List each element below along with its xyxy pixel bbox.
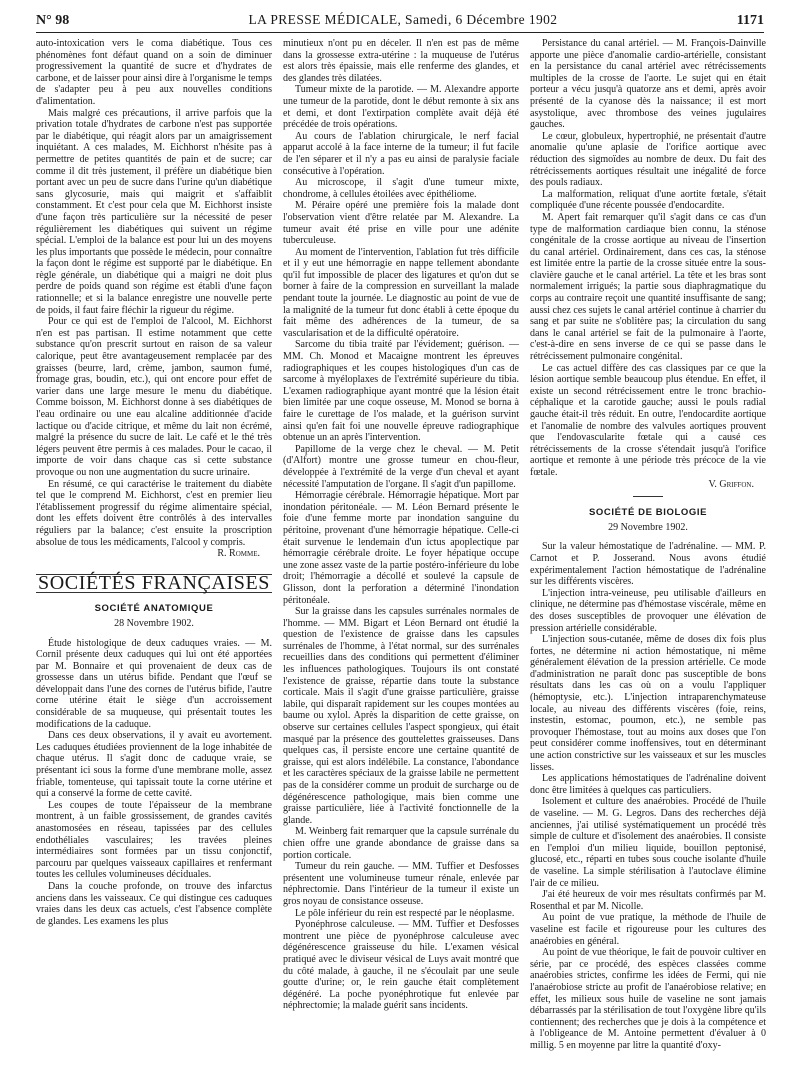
paragraph: Hémorragie cérébrale. Hémorragie hépatique. Mort par inondation péritonéale. — M. Léon Bernard présente le foie d'une femme morte par inondation sanguine du péritoine, provenant d'une hémorragie hépatique. Celle-ci était survenue le lendemain d'un ictus apoplectique par hémorragie cérébrale droite. Le foyer hépatique occupe une zone assez vaste de la partie postéro-inférieure du lobe droit; l'hémorragie a décollé et soulevé la capsule de Glisson, dont la perforation a déterminé l'inondation péritonéale. [283,490,519,606]
issue-number: N° 98 [36,13,70,28]
paragraph: Sur la graisse dans les capsules surrénales normales de l'homme. — MM. Bigart et Léon Bernard ont étudié la question de l'existence de graisse dans les capsules surrénales de l'homme, à l'état normal, sur des surrénales recueillies dans des conditions qui permettent d'éliminer les influences pathologiques. Toujours ils ont constaté l'existence de graisse, répartie dans toute la substance corticale. Mais il s'agit d'une graisse particulière, graisse labile, qui disparaît rapidement sur les coupes montées au baume ou xylol. Après la disparition de cette graisse, on observe sur certaines cellules l'aspect spongieux, qui était masqué par la présence des gouttelettes graisseuses. Dans quelques cas, il persiste encore une certaine quantité de graisse, qui est alors indélébile. La constance, l'abondance et les caractères spéciaux de la graisse labile ne permettent pas de la considérer comme un produit de surcharge ou de dégénérescence pathologique, mais bien comme une graisse particulière, liée à l'activité fonctionnelle de la glande. [283,606,519,826]
paragraph: Le cœur, globuleux, hypertrophié, ne présentait d'autre anomalie qu'une aplasie de l'orifice aortique avec réduction des sigmoïdes au nombre de deux. Du fait des rétrécissements aortiques résultait une inégalité de force des pouls radiaux. [530,130,766,189]
signature: V. Griffon. [708,478,754,490]
section-heading: SOCIÉTÉS FRANÇAISES [38,571,270,594]
paragraph: L'injection intra-veineuse, peu utilisable d'ailleurs en clinique, ne détermine pas d'hémostase viscérale, même en des doses susceptibles de provoquer une élévation de pression artérielle considérable. [530,587,766,634]
paragraph: J'ai été heureux de voir mes résultats confirmés par M. Rosenthal et par M. Nicolle. [530,889,766,912]
paragraph: Au microscope, il s'agit d'une tumeur mixte, chondrome, à cellules étoilées avec épithéliome. [283,177,519,200]
paragraph: M. Péraire opéré une première fois la malade dont l'observation vient d'être relatée par M. Alexandre. La tumeur avait été prise en ville pour une adénite tuberculeuse. [283,200,519,247]
paragraph: Dans la couche profonde, on trouve des infarctus anciens dans les vaisseaux. Ce qui distingue ces caduques vraies dans les deux cas actuels, c'est l'absence complète de glandes. Les examens les plus [36,880,272,927]
paragraph: Le pôle inférieur du rein est respecté par le néoplasme. [295,907,515,919]
paragraph: La malformation, reliquat d'une aortite fœtale, s'était compliquée d'une récente poussée d'endocardite. [530,188,766,212]
paragraph: Au moment de l'intervention, l'ablation fut très difficile et il y eut une hémorragie en nappe tellement abondante qu'il fut impossible de placer des ligatures et qu'on dut se borner à faire de la compression en surveillant la malade pendant toute la journée. Le diagnostic au point de vue de la malignité de la tumeur fut donc établi à cette époque du fait même des adhérences de la tumeur, de sa vascularisation et de la difficulté opératoire. [283,246,519,339]
divider [633,496,663,497]
running-header [36,12,764,30]
paragraph: Papillome de la verge chez le cheval. — M. Petit (d'Alfort) montre une grosse tumeur en chou-fleur, développée à l'extrémité de la verge d'un cheval et ayant nécessité l'amputation de l'organe. Il s'agit d'un papillome. [283,443,519,490]
paragraph: Étude histologique de deux caduques vraies. — M. Cornil présente deux caduques qui lui ont été apportées par M. Bonnaire et qui provenaient de deux cas de grossesse dans un utérus bifide. Pendant que l'œuf se développait dans l'une des cornes de l'utérus bifide, l'autre corne utérine était le siège d'un accroissement considérable de sa muqueuse, qui présentait toutes les modifications de la caduque. [36,637,272,730]
paragraph: Tumeur mixte de la parotide. — M. Alexandre apporte une tumeur de la parotide, dont le début remonte à six ans et demi, et dont l'extirpation complète avait déjà été précédée de trois opérations. [283,84,519,131]
running-title: LA PRESSE MÉDICALE, Samedi, 6 Décembre 1902 [248,12,558,27]
session-date: 28 Novembre 1902. [114,617,194,629]
paragraph: Sur la valeur hémostatique de l'adrénaline. — MM. P. Carnot et P. Josserand. Nous avons étudié expérimentalement l'action hémostatique de l'adrénaline sur les différents viscères. [530,541,766,588]
paragraph: Les coupes de toute l'épaisseur de la membrane montrent, à un faible grossissement, de grandes cavités anastomosées en réseau, tapissées par des cellules endothéliales vasculaires; les travées pleines intermédiaires sont formées par un tissu conjonctif, parcouru par quelques vaisseaux capillaires et renfermant toutes les cellules volumineuses déciduales. [36,799,272,881]
paragraph: Au point de vue théorique, le fait de pouvoir cultiver en série, par ce procédé, des espèces classées comme anaérobies strictes, confirme les idées de Fermi, qui nie l'anaérobiose stricte au profit de l'anaérobiose relative; en effet, les milieux sous huile de vaseline ne sont jamais débarrassés par la stérilisation de tout l'oxygène libre qu'ils contiennent; des recherches que je dois à la compétence et à l'obligeance de M. Antoine permettent d'évaluer à 0 millig. 5 en moyenne par litre la quantité d'oxy- [530,947,766,1051]
column-left [36,38,272,927]
paragraph: Tumeur du rein gauche. — MM. Tuffier et Desfosses présentent une volumineuse tumeur rénale, enlevée par néphrectomie. Dans l'intérieur de la tumeur il existe un gros noyau de consistance osseuse. [283,861,519,907]
society-heading: SOCIÉTÉ DE BIOLOGIE [588,507,708,519]
paragraph: auto-intoxication vers le coma diabétique. Tous ces phénomènes font défaut quand on a soin de diminuer progressivement la quantité de sucre et d'hydrates de carbone, et de laisser pour ainsi dire à l'organisme le temps de s'adapter peu à peu aux nouvelles conditions d'alimentation. [36,38,272,107]
paragraph: Sarcome du tibia traité par l'évidement; guérison. — MM. Ch. Monod et Macaigne montrent les épreuves radiographiques et les coupes histologiques d'un cas de sarcome à myéloplaxes de l'extrémité supérieure du tibia. L'examen radiographique ayant montré que la lésion était bien limitée par une coque osseuse, M. Monod se borna à faire le curettage de l'os malade, et la guérison survint ainsi qu'en fait foi une nouvelle épreuve radiographique obtenue un an après l'intervention. [283,339,519,444]
session-date: 29 Novembre 1902. [608,521,688,533]
paragraph: Isolement et culture des anaérobies. Procédé de l'huile de vaseline. — M. G. Legros. Dans des recherches déjà anciennes, j'ai utilisé systématiquement un procédé très simple de culture et d'isolement des anaérobies. Il consiste en l'emploi d'un milieu liquide, bouillon peptonisé, glucosé, etc., réparti en tubes sous couche isolante d'huile de vaseline. La simple stérilisation à l'autoclave élimine l'air de ce milieu. [530,796,766,889]
paragraph: minutieux n'ont pu en déceler. Il n'en est pas de même dans la grossesse extra-utérine : la muqueuse de l'utérus est alors très épaissie, mais elle renferme des glandes, et des glandes très dilatées. [283,38,519,84]
paragraph: L'injection sous-cutanée, même de doses dix fois plus fortes, ne détermine ni action hémostatique, ni même généralement élévation de la pression artérielle. Ce mode d'administration ne paraît donc pas susceptible de bons résultats dans les cas où on a voulu l'appliquer (hémoptysie, etc.). L'injection intraparenchymateuse locale, au niveau des différents viscères (foie, reins, instestin, estomac, poumon, etc.), ne semble pas provoquer l'hémostase, tout au moins aux doses que l'on peut considérer comme inoffensives, tout en déterminant une action constrictive sur les vaisseaux et sur les muscles lisses. [530,634,766,773]
paragraph: Au cours de l'ablation chirurgicale, le nerf facial apparut accolé à la face interne de la tumeur; il fut facile de l'en séparer et il n'y a pas eu ainsi de paralysie faciale consécutive à l'opération. [283,130,519,177]
paragraph: Dans ces deux observations, il y avait eu avortement. Les caduques étudiées proviennent de la loge inhabitée de chaque utérus. Il s'agit donc de caduque vraie, se présentant ici sous la forme d'une membrane molle, assez friable, tomenteuse, qui tapissait toute la corne utérine et qui a conservé la forme de cette cavité. [36,730,272,800]
paragraph: Mais malgré ces précautions, il arrive parfois que la privation totale d'hydrates de carbone n'est pas supportée par le diabétique, qui réagit alors par un amaigrissement inquiétant. A ces malades, M. Eichhorst n'hésite pas à permettre de petites quantités de pain et de sucre; car comme il dit très justement, il préfère un diabétique bien portant avec un peu de sucre dans l'urine qu'un diabétique sans glycosurie, mais qui maigrit et s'affaiblit constamment. Et c'est pour cela que M. Eichhorst insiste d'une façon très particulière sur la nécessité de peser régulièrement les diabétiques qui suivent un régime spécial. L'emploi de la balance est pour lui un des moyens les plus importants que possède le médecin, pour connaître la façon dont le régime est supporté par le diabétique. En règle générale, un diabétique qui a maigri ne doit plus perdre de poids quand son régime est établi d'une façon rationnelle; et si la balance enregistre une nouvelle perte de poids, il faut faire fléchir la rigueur du régime. [36,107,272,316]
page-number: 1171 [736,13,764,28]
paragraph: M. Weinberg fait remarquer que la capsule surrénale du chien offre une grande abondance de graisse dans sa portion corticale. [283,826,519,861]
paragraph: Le cas actuel diffère des cas classiques par ce que la lésion aortique semble beaucoup plus étendue. En effet, il existe un second rétrécissement entre le tronc brachio-céphalique et la carotide gauche; aussi le pouls radial gauche était-il très réduit. En outre, l'endocardite aortique et l'anomalie de nombre des valvules aortiques prouvent que l'endovascularite fœtale qui a causé ces rétrécissements de la crosse s'étendait jusqu'à l'orifice aortique et remonte à une période très précoce de la vie fœtale. [530,362,766,478]
paragraph: En résumé, ce qui caractérise le traitement du diabète tel que le comprend M. Eichhorst, c'est en premier lieu l'établissement progressif du régime alimentaire spécial, dont les effets doivent être contrôlés à des intervalles réguliers par la balance; c'est ensuite la proscription absolue de tous les médicaments, l'alcool y compris. [36,478,272,548]
paragraph: M. Apert fait remarquer qu'il s'agit dans ce cas d'un type de malformation cardiaque bien connu, la sténose congénitale de la crosse aortique au niveau de l'insertion du canal artériel. Ordinairement, dans ces cas, la sténose est limitée entre la partie de la crosse située entre la sous-clavière gauche et le canal artériel. La tête et les bras sont normalement irrigués; la partie sous diaphragmatique du corps au contraire reçoit une quantité insuffisante de sang; aussi chez ces sujets le canal artériel continue à charrier du sang et par suite ne s'oblitère pas; la circulation du sang dans le canal artériel se fait de la pulmonaire à l'aorte, c'est-à-dire en sens inverse de ce qui se passe dans le rétrécissement pulmonaire congénital. [530,211,766,363]
paragraph: Pour ce qui est de l'emploi de l'alcool, M. Eichhorst n'en est pas partisan. Il estime notamment que cette substance qu'on prescrit surtout en raison de sa valeur calorique, peut être avantageusement remplacée par des graisses (beurre, lard, crème, jambon, saumon fumé, fromage gras, boudin, etc.), qui ont encore pour effet de varier dans une large mesure le menu du diabétique. Comme boisson, M. Eichhorst donne à ses diabétiques de l'eau ordinaire ou une eau alcaline additionnée d'acide lactique ou d'acide citrique, et même du lait non écrémé, malgré la présence du sucre de lait. Le café et le thé très légers peuvent être permis à ces malades. Pour le cacao, il importe de voir dans chaque cas si cette substance provoque ou non une augmentation du sucre urinaire. [36,316,272,478]
column-right [530,38,766,1051]
signature: R. Romme. [217,548,260,560]
society-heading: SOCIÉTÉ ANATOMIQUE [94,603,214,615]
paragraph: Les applications hémostatiques de l'adrénaline doivent donc être limitées à quelques cas particuliers. [530,773,766,796]
column-middle [283,38,519,1012]
paragraph: Persistance du canal artériel. — M. François-Dainville apporte une pièce d'anomalie cardio-artérielle, consistant en la persistance du canal artériel avec rétrécissements multiples de la crosse de l'aorte. Le sujet qui en était porteur a vécu jusqu'à quatorze ans et demi, après avoir présenté de la cyanose dès la naissance; il est mort asystolique, avec thrombose des veines jugulaires gauches. [530,38,766,131]
paragraph: Pyonéphrose calculeuse. — MM. Tuffier et Desfosses montrent une pièce de pyonéphrose calculeuse avec dégénérescence graisseuse du hile. L'examen vésical pratiqué avec le diviseur vésical de Luys avait montré que du côté malade, à gauche, il ne s'écoulait par une seule goutte d'urine; or, le rein gauche était complètement dégénéré. La poche pyonéphrotique fut enlevée par néphrectomie; la malade guérit sans incidents. [283,919,519,1012]
header-rule [36,32,764,33]
paragraph: Au point de vue pratique, la méthode de l'huile de vaseline est facile et rigoureuse pour les cultures des anaérobies en général. [530,912,766,947]
